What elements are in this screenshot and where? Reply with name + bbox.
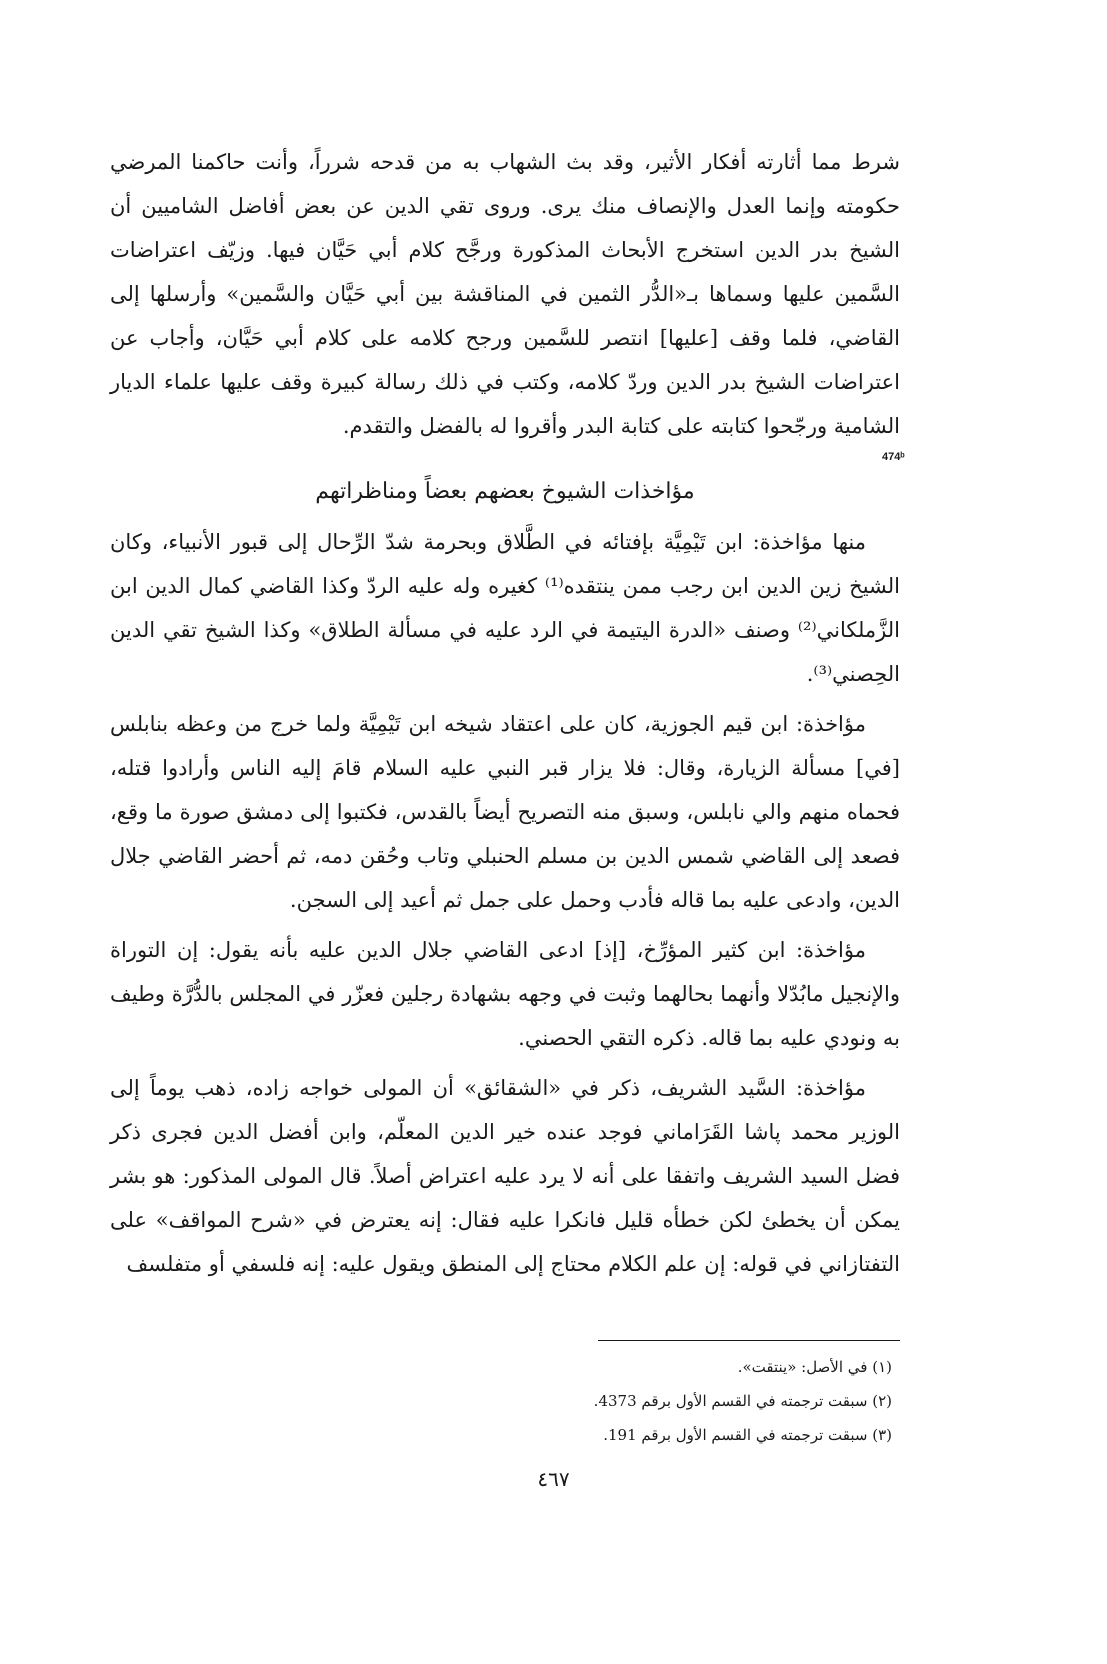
- section-heading: مؤاخذات الشيوخ بعضهم بعضاً ومناظراتهم: [315, 479, 695, 504]
- paragraph-ibn-kathir: مؤاخذة: ابن كثير المؤرِّخ، [إذ] ادعى القاضي جلال الدين عليه بأنه يقول: إن التوراة والإنجيل مابُدّلا وأنهما بحالهما وثبت في وجهه بشهادة رجلين فعزّر في المجلس بالدُّرَّة وطيف به ونودي عليه بما قاله. ذكره التقي الحصني.: [110, 938, 900, 1050]
- footnote-2: (٢) سبقت ترجمته في القسم الأول برقم 4373.: [593, 1392, 892, 1410]
- footnote-1: (١) في الأصل: «ينتقت».: [737, 1358, 892, 1376]
- paragraph-ibn-taymiyya: منها مؤاخذة: ابن تَيْمِيَّة بإفتائه في الطَّلاق وبحرمة شدّ الرِّحال إلى قبور الأنبياء، وكان الشيخ زين الدين ابن رجب ممن ينتقده⁽¹⁾ كغيره وله عليه الردّ وكذا القاضي كمال الدين ابن الزَّملكاني⁽²⁾ وصنف «الدرة اليتيمة في الرد عليه في مسألة الطلاق» وكذا الشيخ تقي الدين الحِصني⁽³⁾.: [110, 530, 900, 686]
- footnotes: [110, 1350, 900, 1452]
- margin-page-marker: 474ᵇ: [882, 451, 905, 463]
- paragraph-sayyid-sharif: مؤاخذة: السَّيد الشريف، ذكر في «الشقائق» أن المولى خواجه زاده، ذهب يوماً إلى الوزير محمد پاشا القَرَاماني فوجد عنده خير الدين المعلّم، وابن أفضل الدين فجرى ذكر فضل السيد الشريف واتفقا على أنه لا يرد عليه اعتراض أصلاً. قال المولى المذكور: هو بشر يمكن أن يخطئ لكن خطأه قليل فانكرا عليه فقال: إنه يعترض في «شرح المواقف» على التفتازاني في قوله: إن علم الكلام محتاج إلى المنطق ويقول عليه: إنه فلسفي أو متفلسف: [110, 1076, 900, 1276]
- paragraph-top: شرط مما أثارته أفكار الأثير، وقد بث الشهاب به من قدحه شرراً، وأنت حاكمنا المرضي حكومته وإنما العدل والإنصاف منك يرى. وروى تقي الدين عن بعض أفاضل الشاميين أن الشيخ بدر الدين استخرج الأبحاث المذكورة ورجَّح كلام أبي حَيَّان فيها. وزيّف اعتراضات السَّمين عليها وسماها بـ«الدُّر الثمين في المناقشة بين أبي حَيَّان والسَّمين» وأرسلها إلى القاضي، فلما وقف [عليها] انتصر للسَّمين ورجح كلامه على كلام أبي حَيَّان، وأجاب عن اعتراضات الشيخ بدر الدين وردّ كلامه، وكتب في ذلك رسالة كبيرة وقف عليها علماء الديار الشامية ورجّحوا كتابته على كتابة البدر وأقروا له بالفضل والتقدم.: [110, 150, 900, 438]
- section-body: [110, 520, 900, 1292]
- footnote-3: (٣) سبقت ترجمته في القسم الأول برقم 191.: [603, 1426, 892, 1444]
- footnote-separator: [598, 1340, 900, 1341]
- paragraph-ibn-qayyim: مؤاخذة: ابن قيم الجوزية، كان على اعتقاد شيخه ابن تَيْمِيَّة ولما خرج من وعظه بنابلس [في] مسألة الزيارة، وقال: فلا يزار قبر النبي عليه السلام قامَ إليه الناس وأرادوا قتله، فحماه منهم والي نابلس، وسبق منه التصريح أيضاً بالقدس، فكتبوا إلى دمشق صورة ما وقع، فصعد إلى القاضي شمس الدين بن مسلم الحنبلي وتاب وحُقن دمه، ثم أحضر القاضي جلال الدين، وادعى عليه بما قاله فأدب وحمل على جمل ثم أعيد إلى السجن.: [110, 712, 900, 912]
- page-number: ٤٦٧: [537, 1467, 570, 1491]
